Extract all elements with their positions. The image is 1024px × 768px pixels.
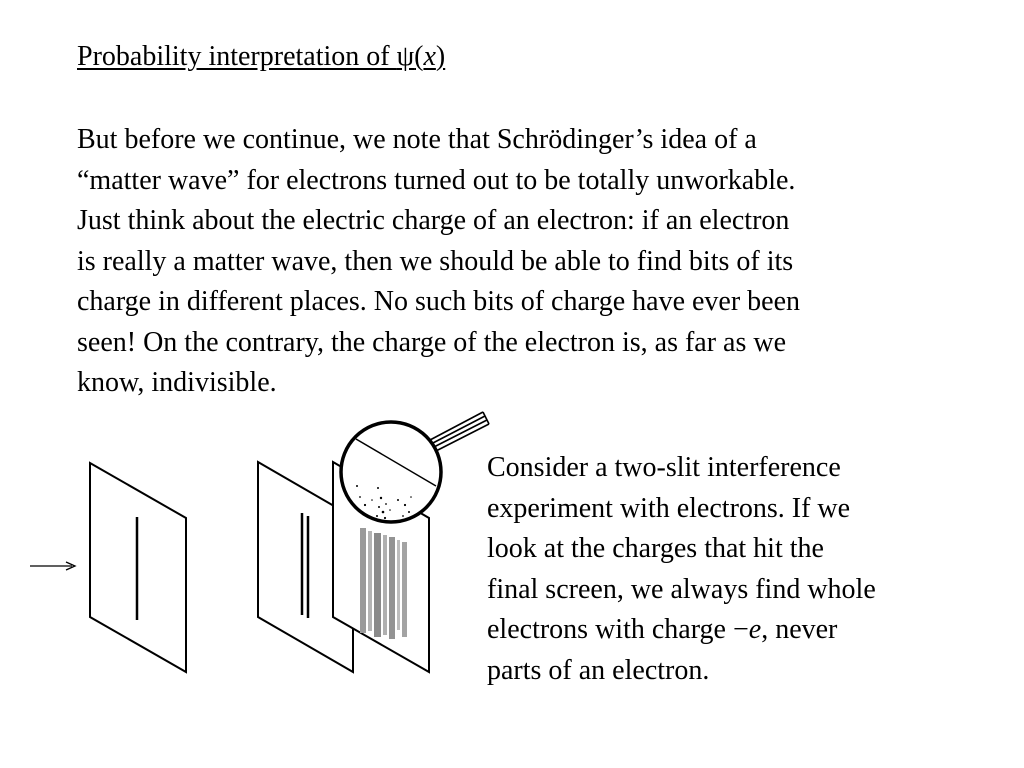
paragraph-line: But before we continue, we note that Schrödinger’s idea of a <box>77 124 757 155</box>
magnifier-lens <box>341 422 441 522</box>
side-line: look at the charges that hit the <box>487 533 824 564</box>
side-explanation <box>487 448 987 691</box>
title-open-paren: ( <box>414 41 424 72</box>
paragraph-line: is really a matter wave, then we should be able to find bits of its <box>77 245 794 277</box>
side-line: final screen, we always find whole <box>487 573 876 605</box>
single-slit-plate <box>90 463 186 672</box>
electron-charge-symbol: e <box>748 614 762 645</box>
title-variable: x <box>423 41 436 72</box>
incoming-arrow-icon <box>30 562 75 570</box>
side-line <box>487 610 987 651</box>
side-line: Consider a two-slit interference <box>487 452 841 483</box>
paragraph-line: seen! On the contrary, the charge of the electron is, as far as we <box>77 326 787 358</box>
magnifier-icon <box>341 412 489 522</box>
minus-sign: − <box>732 614 749 645</box>
paragraph-line: know, indivisible. <box>77 367 277 398</box>
title-psi: ψ <box>396 41 415 72</box>
title-close-paren: ) <box>435 41 446 72</box>
side-line5-post: , never <box>761 614 838 645</box>
title-prefix: Probability interpretation of <box>77 41 397 72</box>
side-line5-pre: electrons with charge <box>487 614 733 645</box>
side-line: experiment with electrons. If we <box>487 492 851 524</box>
paragraph-line: Just think about the electric charge of an electron: if an electron <box>77 205 790 236</box>
side-line: parts of an electron. <box>487 654 710 686</box>
paragraph-line: charge in different places. No such bits of charge have ever been <box>77 286 801 317</box>
magnifier-handle <box>430 412 489 452</box>
paragraph-line: “matter wave” for electrons turned out to be totally unworkable. <box>77 164 796 196</box>
